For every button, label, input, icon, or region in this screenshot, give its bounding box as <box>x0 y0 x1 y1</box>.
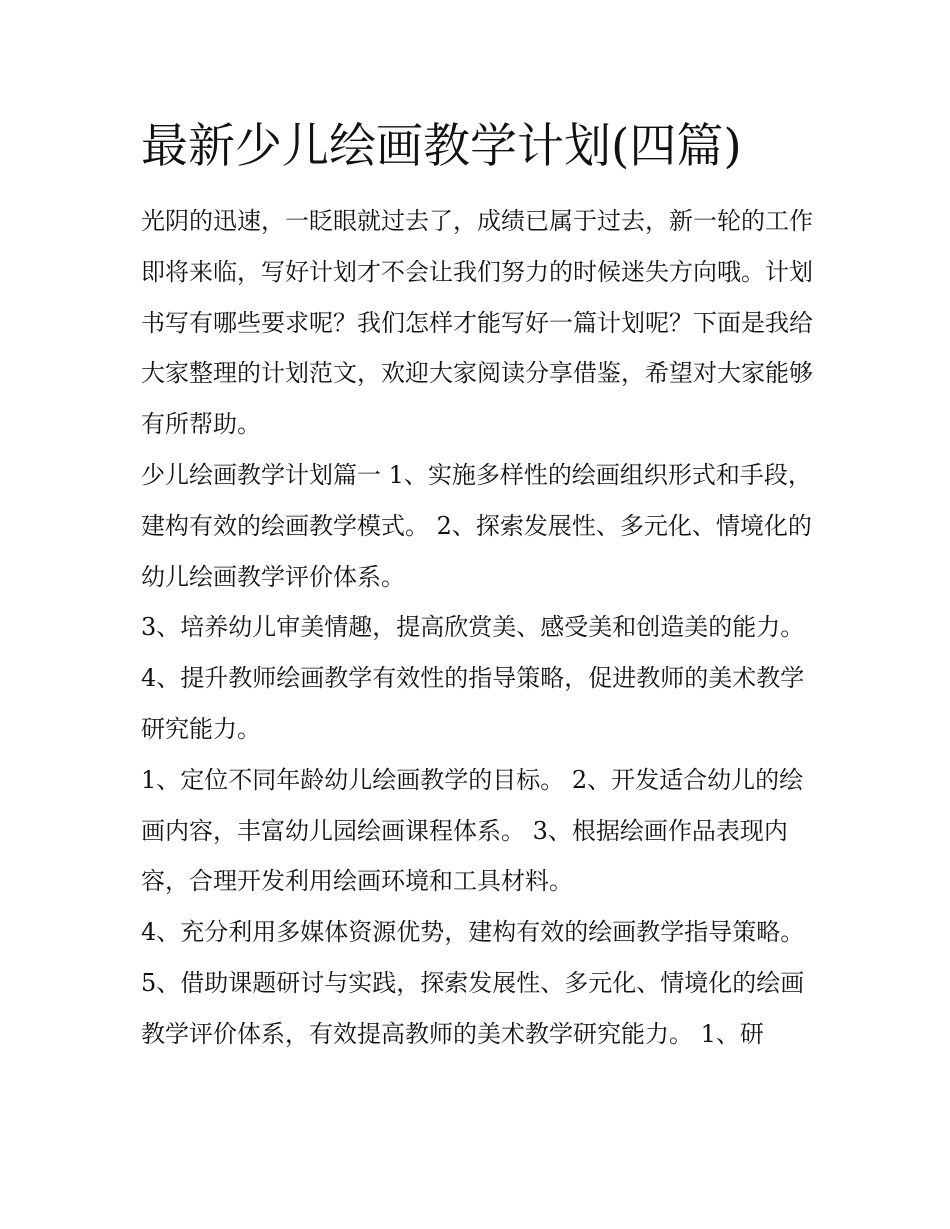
document-body <box>141 112 816 1060</box>
document-title: 最新少儿绘画教学计划(四篇) <box>141 119 742 174</box>
section-one-paragraph: 少儿绘画教学计划篇一 1、实施多样性的绘画组织形式和手段，建构有效的绘画教学模式。 2、探索发展性、多元化、情境化的幼儿绘画教学评价体系。 <box>141 460 812 591</box>
intro-paragraph: 光阴的迅速，一眨眼就过去了，成绩已属于过去，新一轮的工作即将来临，写好计划才不会让我们努力的时候迷失方向哦。计划书写有哪些要求呢？我们怎样才能写好一篇计划呢？下面是我给大家整理的计划范文，欢迎大家阅读分享借鉴，希望对大家能够有所帮助。 <box>141 207 813 439</box>
evaluation-paragraph: 5、借助课题研讨与实践，探索发展性、多元化、情境化的绘画教学评价体系，有效提高教师的美术教学研究能力。 1、研 <box>141 968 805 1048</box>
goals-paragraph: 3、培养幼儿审美情趣，提高欣赏美、感受美和创造美的能力。 4、提升教师绘画教学有效性的指导策略，促进教师的美术教学研究能力。 <box>141 613 805 743</box>
media-paragraph: 4、充分利用多媒体资源优势，建构有效的绘画教学指导策略。 <box>141 918 805 947</box>
content-paragraph: 1、定位不同年龄幼儿绘画教学的目标。 2、开发适合幼儿的绘画内容，丰富幼儿园绘画课程体系。 3、根据绘画作品表现内容，合理开发利用绘画环境和工具材料。 <box>141 765 804 896</box>
